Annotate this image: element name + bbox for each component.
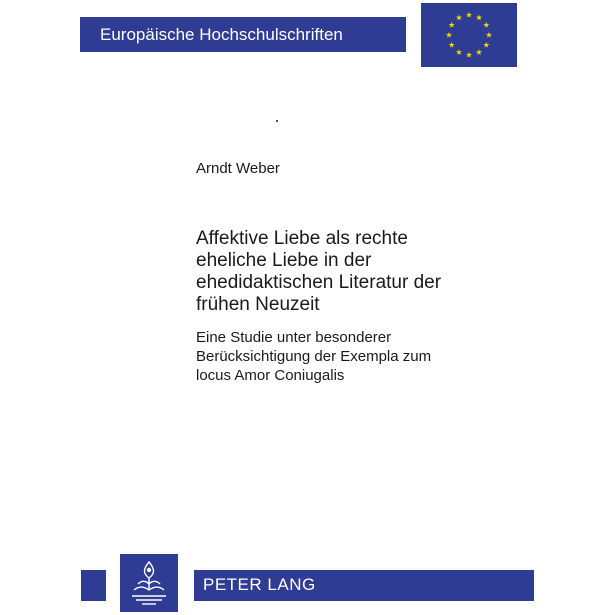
book-title-line: ehedidaktischen Literatur der <box>196 272 442 293</box>
book-title-line: eheliche Liebe in der <box>196 250 372 271</box>
eu-star-icon <box>449 42 455 48</box>
eu-star-icon <box>456 49 462 55</box>
book-title-line: frühen Neuzeit <box>196 294 320 315</box>
peter-lang-logo-icon <box>120 554 178 612</box>
publisher-name: PETER LANG <box>203 575 316 594</box>
eu-star-icon <box>476 14 482 20</box>
eu-star-icon <box>449 22 455 28</box>
book-subtitle-line: locus Amor Coniugalis <box>196 367 345 384</box>
logo-emblem <box>120 554 178 612</box>
eu-flag-icon <box>421 3 517 67</box>
eu-star-icon <box>446 32 452 38</box>
book-subtitle <box>196 328 496 385</box>
eu-star-icon <box>483 22 489 28</box>
book-title-line: Affektive Liebe als rechte <box>196 228 408 249</box>
eu-star-icon <box>483 42 489 48</box>
eu-star-icon <box>456 14 462 20</box>
decorative-dot <box>276 120 278 122</box>
decorative-square <box>81 570 106 601</box>
book-title <box>196 228 496 316</box>
book-subtitle-line: Eine Studie unter besonderer <box>196 329 392 346</box>
eu-star-icon <box>486 32 492 38</box>
author-name: Arndt Weber <box>196 160 280 177</box>
eu-flag-stars <box>421 3 517 67</box>
eu-star-icon <box>466 12 472 18</box>
eu-star-icon <box>476 49 482 55</box>
book-subtitle-line: Berücksichtigung der Exempla zum <box>196 348 432 365</box>
eu-star-icon <box>466 52 472 58</box>
series-title: Europäische Hochschulschriften <box>100 25 343 44</box>
